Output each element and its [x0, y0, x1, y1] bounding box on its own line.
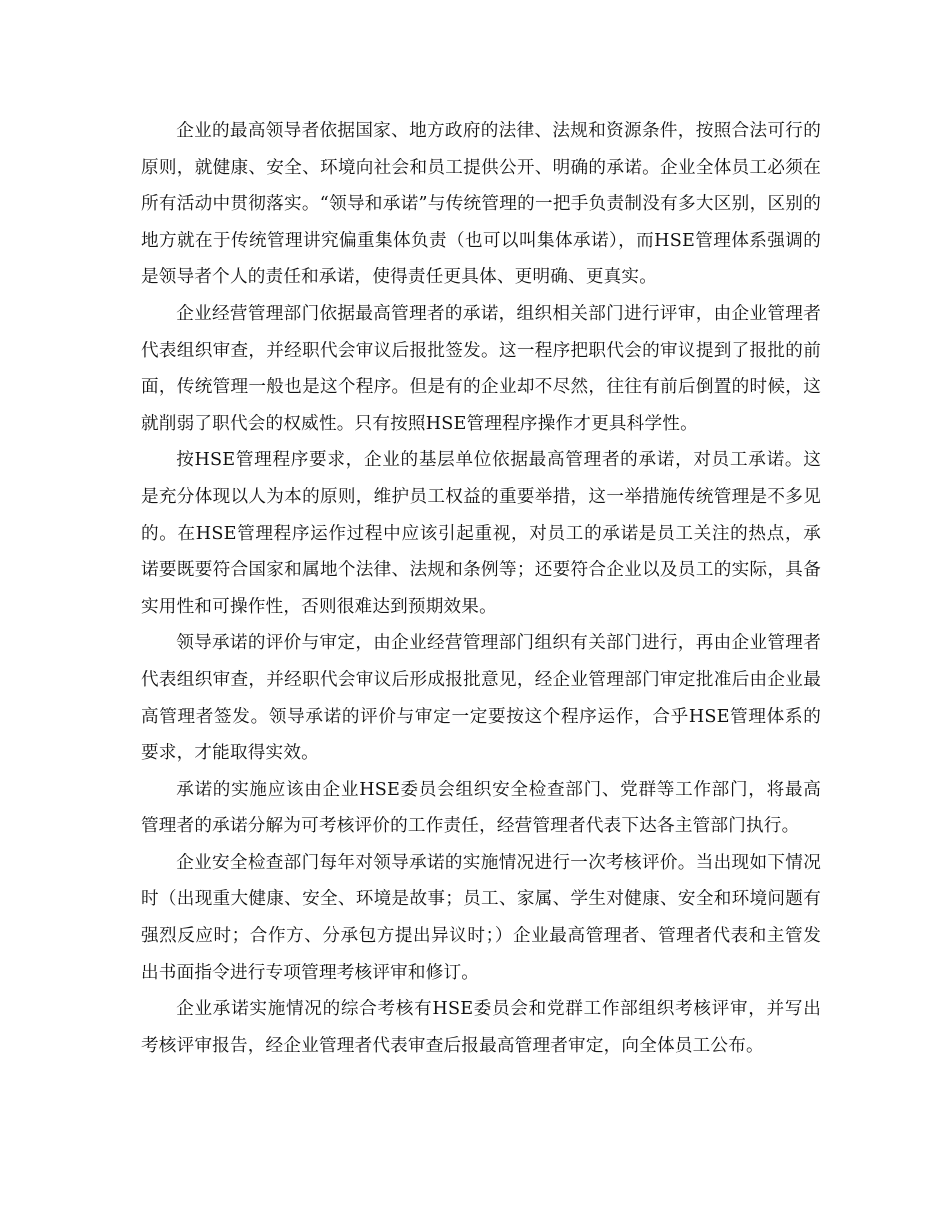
- paragraph-employee-commitment: 按HSE管理程序要求，企业的基层单位依据最高管理者的承诺，对员工承诺。这是充分体现以人为本的原则，维护员工权益的重要举措，这一举措施传统管理是不多见的。在HSE管理程序运作过程中应该引起重视，对员工的承诺是员工关注的热点，承诺要既要符合国家和属地个法律、法规和条例等；还要符合企业以及员工的实际，具备实用性和可操作性，否则很难达到预期效果。: [141, 450, 821, 617]
- paragraph-review-procedure: 企业经营管理部门依据最高管理者的承诺，组织相关部门进行评审，由企业管理者代表组织审查，并经职代会审议后报批签发。这一程序把职代会的审议提到了报批的前面，传统管理一般也是这个程序。但是有的企业却不尽然，往往有前后倒置的时候，这就削弱了职代会的权威性。只有按照HSE管理程序操作才更具科学性。: [141, 303, 821, 434]
- paragraph-leadership-commitment: 企业的最高领导者依据国家、地方政府的法律、法规和资源条件，按照合法可行的原则，就健康、安全、环境向社会和员工提供公开、明确的承诺。企业全体员工必须在所有活动中贯彻落实。“领导和承诺”与传统管理的一把手负责制没有多大区别，区别的地方就在于传统管理讲究偏重集体负责（也可以叫集体承诺），而HSE管理体系强调的是领导者个人的责任和承诺，使得责任更具体、更明确、更真实。: [141, 121, 821, 288]
- paragraph-evaluation-approval: 领导承诺的评价与审定，由企业经营管理部门组织有关部门进行，再由企业管理者代表组织审查，并经职代会审议后形成报批意见，经企业管理部门审定批准后由企业最高管理者签发。领导承诺的评价与审定一定要按这个程序运作，合乎HSE管理体系的要求，才能取得实效。: [141, 633, 821, 764]
- document-body: [141, 113, 821, 1064]
- paragraph-implementation: 承诺的实施应该由企业HSE委员会组织安全检查部门、党群等工作部门，将最高管理者的承诺分解为可考核评价的工作责任，经营管理者代表下达各主管部门执行。: [141, 779, 821, 837]
- paragraph-comprehensive-assessment: 企业承诺实施情况的综合考核有HSE委员会和党群工作部组织考核评审，并写出考核评审报告，经企业管理者代表审查后报最高管理者审定，向全体员工公布。: [141, 999, 821, 1056]
- paragraph-annual-assessment: 企业安全检查部门每年对领导承诺的实施情况进行一次考核评价。当出现如下情况时（出现重大健康、安全、环境是故事；员工、家属、学生对健康、安全和环境问题有强烈反应时；合作方、分承包方提出异议时；）企业最高管理者、管理者代表和主管发出书面指令进行专项管理考核评审和修订。: [141, 852, 821, 983]
